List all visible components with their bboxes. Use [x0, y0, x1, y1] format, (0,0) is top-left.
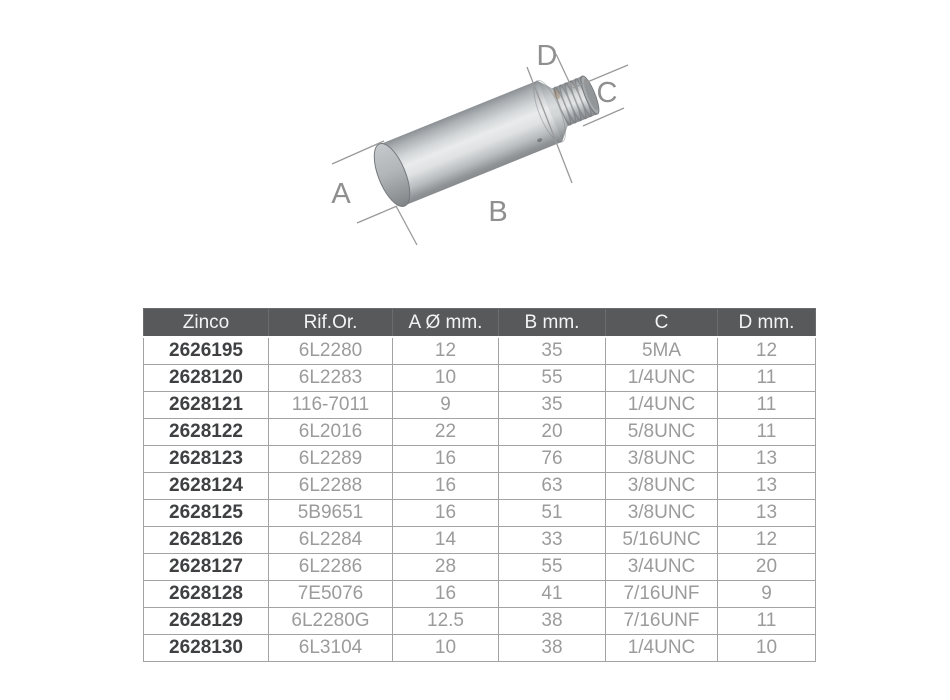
column-header-a-mm: A Ø mm.: [393, 309, 499, 338]
spec-value-cell: 6L2280G: [269, 608, 393, 635]
spec-value-cell: 3/8UNC: [606, 473, 718, 500]
spec-value-cell: 12: [718, 527, 816, 554]
spec-value-cell: 35: [499, 392, 606, 419]
spec-value-cell: 22: [393, 419, 499, 446]
spec-table: [143, 308, 816, 662]
spec-value-cell: 11: [718, 608, 816, 635]
spec-value-cell: 12: [393, 337, 499, 365]
zinco-code-cell: 2628129: [144, 608, 269, 635]
spec-value-cell: 6L2288: [269, 473, 393, 500]
spec-value-cell: 13: [718, 446, 816, 473]
spec-value-cell: 6L2283: [269, 365, 393, 392]
dim-line-d-right: [556, 54, 572, 88]
zinco-code-cell: 2626195: [144, 337, 269, 365]
dim-label-b: B: [488, 196, 508, 228]
spec-value-cell: 3/8UNC: [606, 446, 718, 473]
spec-value-cell: 7/16UNF: [606, 608, 718, 635]
spec-value-cell: 55: [499, 554, 606, 581]
spec-value-cell: 116-7011: [269, 392, 393, 419]
zinco-code-cell: 2628126: [144, 527, 269, 554]
spec-value-cell: 6L2289: [269, 446, 393, 473]
table-row: [144, 392, 816, 419]
table-row: [144, 554, 816, 581]
spec-value-cell: 16: [393, 446, 499, 473]
spec-table-body: [144, 337, 816, 662]
zinco-code-cell: 2628127: [144, 554, 269, 581]
spec-value-cell: 6L2284: [269, 527, 393, 554]
table-row: [144, 473, 816, 500]
zinco-code-cell: 2628123: [144, 446, 269, 473]
column-header-zinco: Zinco: [144, 309, 269, 338]
spec-value-cell: 10: [718, 635, 816, 662]
column-header-c: C: [606, 309, 718, 338]
spec-value-cell: 9: [393, 392, 499, 419]
spec-value-cell: 41: [499, 581, 606, 608]
spec-value-cell: 12.5: [393, 608, 499, 635]
spec-value-cell: 1/4UNC: [606, 635, 718, 662]
table-row: [144, 581, 816, 608]
spec-value-cell: 16: [393, 581, 499, 608]
zinco-code-cell: 2628125: [144, 500, 269, 527]
zinco-code-cell: 2628122: [144, 419, 269, 446]
spec-value-cell: 28: [393, 554, 499, 581]
spec-value-cell: 11: [718, 392, 816, 419]
header-row: [144, 309, 816, 338]
spec-value-cell: 3/8UNC: [606, 500, 718, 527]
dim-line-b-left: [396, 206, 417, 245]
table-row: [144, 365, 816, 392]
table-row: [144, 419, 816, 446]
spec-value-cell: 10: [393, 635, 499, 662]
spec-value-cell: 35: [499, 337, 606, 365]
spec-value-cell: 10: [393, 365, 499, 392]
spec-value-cell: 11: [718, 365, 816, 392]
table-row: [144, 337, 816, 365]
spec-value-cell: 63: [499, 473, 606, 500]
spec-value-cell: 20: [718, 554, 816, 581]
spec-value-cell: 9: [718, 581, 816, 608]
spec-value-cell: 14: [393, 527, 499, 554]
anode-drawing: [367, 62, 607, 211]
spec-value-cell: 6L3104: [269, 635, 393, 662]
dim-label-a: A: [331, 178, 351, 210]
spec-value-cell: 6L2286: [269, 554, 393, 581]
spec-value-cell: 16: [393, 500, 499, 527]
spec-value-cell: 5B9651: [269, 500, 393, 527]
dim-label-d: D: [536, 40, 558, 72]
zinco-code-cell: 2628124: [144, 473, 269, 500]
zinco-code-cell: 2628130: [144, 635, 269, 662]
spec-value-cell: 20: [499, 419, 606, 446]
zinco-code-cell: 2628121: [144, 392, 269, 419]
spec-value-cell: 51: [499, 500, 606, 527]
dim-label-c: C: [596, 77, 618, 109]
spec-value-cell: 13: [718, 500, 816, 527]
spec-value-cell: 6L2280: [269, 337, 393, 365]
spec-value-cell: 33: [499, 527, 606, 554]
spec-value-cell: 13: [718, 473, 816, 500]
table-row: [144, 446, 816, 473]
spec-value-cell: 11: [718, 419, 816, 446]
spec-value-cell: 3/4UNC: [606, 554, 718, 581]
spec-value-cell: 55: [499, 365, 606, 392]
column-header-rif-or: Rif.Or.: [269, 309, 393, 338]
spec-value-cell: 1/4UNC: [606, 392, 718, 419]
zinco-code-cell: 2628120: [144, 365, 269, 392]
table-row: [144, 608, 816, 635]
spec-table-header: [144, 309, 816, 338]
spec-value-cell: 5/16UNC: [606, 527, 718, 554]
table-row: [144, 500, 816, 527]
spec-value-cell: 38: [499, 635, 606, 662]
zinco-code-cell: 2628128: [144, 581, 269, 608]
spec-value-cell: 12: [718, 337, 816, 365]
spec-value-cell: 6L2016: [269, 419, 393, 446]
spec-value-cell: 76: [499, 446, 606, 473]
spec-value-cell: 16: [393, 473, 499, 500]
spec-value-cell: 7E5076: [269, 581, 393, 608]
table-row: [144, 635, 816, 662]
table-row: [144, 527, 816, 554]
dim-line-a-bottom: [357, 206, 397, 223]
spec-value-cell: 1/4UNC: [606, 365, 718, 392]
spec-value-cell: 7/16UNF: [606, 581, 718, 608]
column-header-d-mm: D mm.: [718, 309, 816, 338]
spec-value-cell: 38: [499, 608, 606, 635]
spec-value-cell: 5MA: [606, 337, 718, 365]
spec-value-cell: 5/8UNC: [606, 419, 718, 446]
column-header-b-mm: B mm.: [499, 309, 606, 338]
